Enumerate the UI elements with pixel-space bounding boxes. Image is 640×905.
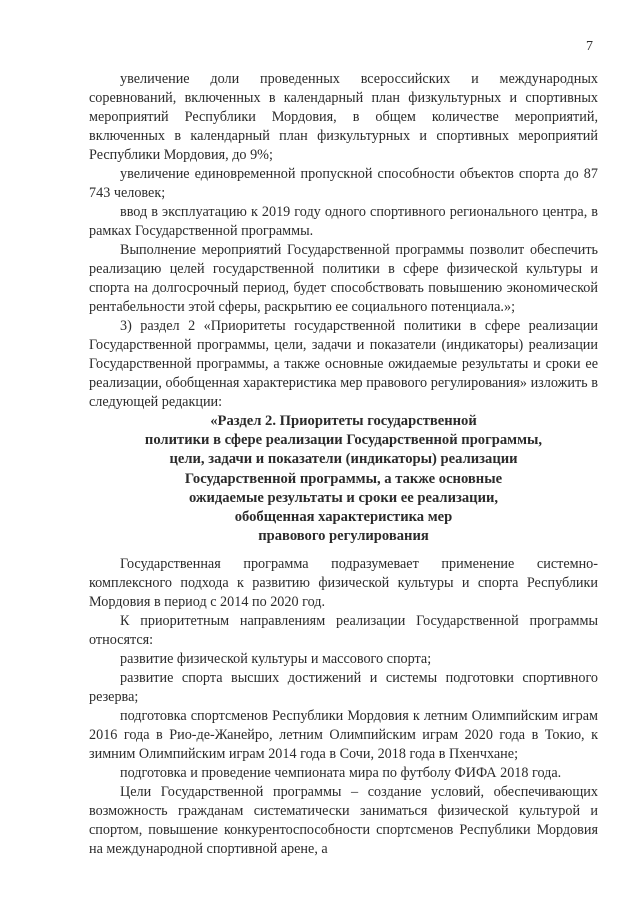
list-item: развитие спорта высших достижений и системы подготовки спортивного резерва;	[89, 670, 598, 706]
section-heading-line: обобщенная характеристика мер	[234, 509, 453, 526]
section-heading-line: Государственной программы, а также основные	[184, 470, 503, 487]
paragraph: увеличение доли проведенных всероссийских и международных соревнований, включенных в календарный план физкультурных и спортивных мероприятий Республики Мордовия, в общем количестве мероприятий, включенных в календарный план физкультурных и спортивных мероприятий Республики Мордовия, до 9%;	[89, 71, 598, 163]
paragraph: К приоритетным направлениям реализации Государственной программы относятся:	[89, 613, 598, 649]
paragraph: увеличение единовременной пропускной способности объектов спорта до 87 743 человек;	[89, 166, 598, 201]
paragraph: Цели Государственной программы – создание условий, обеспечивающих возможность гражданам систематически заниматься физической культурой и спортом, повышение конкурентоспособности спортсменов Республики Мордовия на международной спортивной арене, а	[89, 784, 598, 858]
section-heading	[89, 412, 598, 546]
paragraph-group	[89, 555, 598, 859]
section-heading-line: «Раздел 2. Приоритеты государственной	[210, 413, 477, 429]
paragraph: 3) раздел 2 «Приоритеты государственной политики в сфере реализации Государственной программы, цели, задачи и показатели (индикаторы) реализации Государственной программы, а также основные ожидаемые результаты и сроки ее реализации, обобщенная характеристика мер правового регулирования» изложить в следующей редакции:	[89, 318, 598, 410]
list-item: подготовка и проведение чемпионата мира по футболу ФИФА 2018 года.	[120, 765, 562, 782]
section-heading-line: цели, задачи и показатели (индикаторы) реализации	[169, 451, 518, 468]
list-item: подготовка спортсменов Республики Мордовия к летним Олимпийским играм 2016 года в Рио-де-Жанейро, летним Олимпийским играм 2020 года в Токио, к зимним Олимпийским играм 2014 года в Сочи, 2018 года в Пхенчхане;	[89, 708, 598, 763]
section-heading-line: политики в сфере реализации Государственной программы,	[144, 432, 543, 449]
section-heading-line: ожидаемые результаты и сроки ее реализации,	[188, 489, 499, 506]
paragraph: Выполнение мероприятий Государственной программы позволит обеспечить реализацию целей государственной политики в сфере физической культуры и спорта на долгосрочный период, будет способствовать повышению экономической рентабельности этой сферы, раскрытию ее социального потенциала.»;	[89, 242, 598, 315]
section-heading-line: правового регулирования	[258, 528, 429, 545]
page-number: 7	[586, 39, 593, 54]
paragraph: Государственная программа подразумевает применение системно-комплексного подхода к развитию физической культуры и спорта Республики Мордовия в период с 2014 по 2020 год.	[89, 556, 598, 611]
list-item: развитие физической культуры и массового спорта;	[120, 651, 432, 668]
spacer	[89, 546, 598, 555]
paragraph: ввод в эксплуатацию к 2019 году одного спортивного регионального центра, в рамках Государственной программы.	[89, 204, 598, 239]
document-body	[89, 70, 598, 859]
